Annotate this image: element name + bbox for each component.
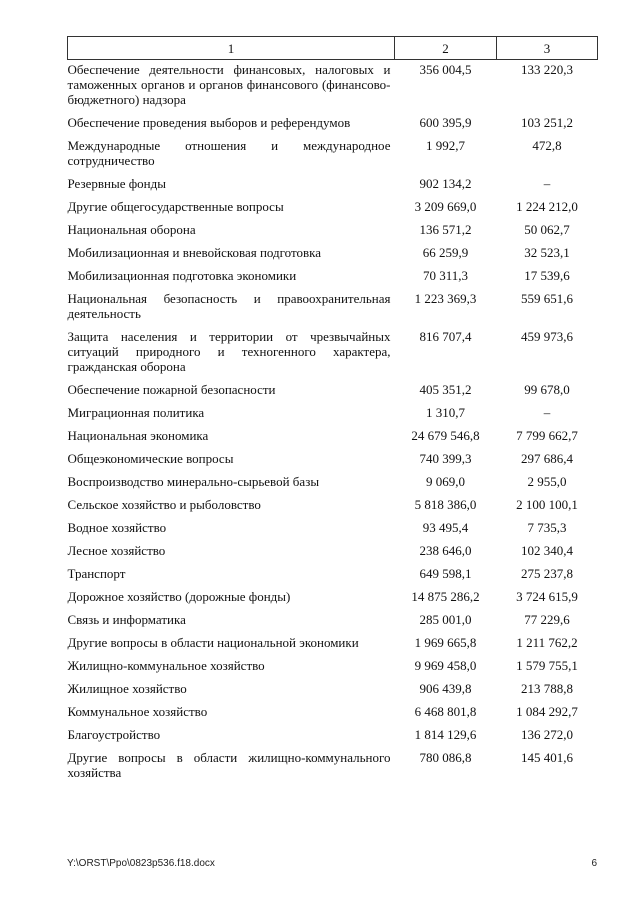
row-label: Резервные фонды	[67, 176, 166, 191]
row-value-col3: 459 973,6	[521, 329, 573, 344]
table-row	[68, 426, 598, 449]
row-value-col2: 902 134,2	[419, 176, 472, 191]
row-value-col3: –	[543, 405, 551, 420]
row-value-col2: 24 679 546,8	[411, 428, 480, 443]
row-label: Связь и информатика	[67, 612, 186, 627]
table-header-row	[68, 37, 598, 60]
row-value-col3: 275 237,8	[521, 566, 573, 581]
table-row	[68, 289, 598, 327]
row-value-col3: 2 955,0	[527, 474, 567, 489]
row-label: Миграционная политика	[67, 405, 205, 420]
row-label: Водное хозяйство	[67, 520, 167, 535]
row-label: Национальная оборона	[67, 222, 196, 237]
row-value-col3: 1 084 292,7	[516, 704, 578, 719]
row-value-col3: 1 224 212,0	[516, 199, 578, 214]
row-value-col2: 6 468 801,8	[414, 704, 477, 719]
table-row	[68, 403, 598, 426]
row-value-col2: 356 004,5	[419, 62, 472, 77]
row-value-col3: 77 229,6	[524, 612, 570, 627]
row-value-col3: 297 686,4	[521, 451, 573, 466]
row-value-col2: 1 814 129,6	[414, 727, 477, 742]
table-row	[68, 518, 598, 541]
table-row	[68, 197, 598, 220]
row-label: Лесное хозяйство	[67, 543, 166, 558]
row-value-col3: 559 651,6	[521, 291, 573, 306]
row-label: Мобилизационная подготовка экономики	[67, 268, 297, 283]
row-value-col3: –	[543, 176, 551, 191]
row-value-col2: 70 311,3	[422, 268, 469, 283]
row-label: Другие вопросы в области национальной экономики	[67, 635, 359, 650]
table-row	[68, 136, 598, 174]
table-row	[68, 60, 598, 114]
row-value-col2: 1 969 665,8	[414, 635, 477, 650]
row-value-col2: 816 707,4	[419, 329, 472, 344]
row-value-col2: 9 969 458,0	[414, 658, 477, 673]
column-header-1: 1	[68, 37, 395, 60]
table-row	[68, 174, 598, 197]
row-value-col2: 1 310,7	[426, 405, 465, 420]
table-row	[68, 266, 598, 289]
table-row	[68, 656, 598, 679]
row-value-col3: 7 799 662,7	[516, 428, 578, 443]
row-value-col2: 1 223 369,3	[414, 291, 477, 306]
row-value-col3: 3 724 615,9	[516, 589, 578, 604]
table-row	[68, 541, 598, 564]
table-row	[68, 495, 598, 518]
table-row	[68, 564, 598, 587]
table-row	[68, 472, 598, 495]
row-label: Другие вопросы в области жилищно-коммунального хозяйства	[67, 750, 391, 780]
row-value-col3: 103 251,2	[521, 115, 573, 130]
row-value-col3: 99 678,0	[524, 382, 570, 397]
row-value-col3: 1 211 762,2	[516, 635, 578, 650]
budget-table	[67, 36, 598, 786]
table-row	[68, 449, 598, 472]
row-label: Воспроизводство минерально-сырьевой базы	[67, 474, 320, 489]
table-row	[68, 587, 598, 610]
row-value-col2: 9 069,0	[426, 474, 465, 489]
row-value-col3: 50 062,7	[524, 222, 570, 237]
table-row	[68, 748, 598, 786]
table-row	[68, 380, 598, 403]
row-label: Национальная безопасность и правоохранительная деятельность	[67, 291, 391, 321]
row-label: Коммунальное хозяйство	[67, 704, 208, 719]
row-value-col2: 600 395,9	[419, 115, 472, 130]
row-value-col2: 906 439,8	[419, 681, 472, 696]
row-value-col2: 780 086,8	[419, 750, 472, 765]
row-value-col3: 102 340,4	[521, 543, 573, 558]
column-header-2: 2	[395, 37, 497, 60]
row-value-col3: 213 788,8	[521, 681, 573, 696]
row-label: Общеэкономические вопросы	[67, 451, 234, 466]
row-value-col3: 2 100 100,1	[516, 497, 578, 512]
table-row	[68, 610, 598, 633]
row-value-col2: 1 992,7	[426, 138, 465, 153]
row-value-col2: 136 571,2	[419, 222, 472, 237]
row-label: Обеспечение пожарной безопасности	[67, 382, 276, 397]
row-value-col3: 145 401,6	[521, 750, 573, 765]
row-value-col3: 7 735,3	[527, 520, 567, 535]
row-value-col3: 1 579 755,1	[516, 658, 578, 673]
row-value-col2: 93 495,4	[422, 520, 469, 535]
row-value-col2: 14 875 286,2	[411, 589, 480, 604]
row-value-col2: 238 646,0	[419, 543, 472, 558]
row-label: Национальная экономика	[67, 428, 209, 443]
row-value-col3: 32 523,1	[524, 245, 570, 260]
table-body	[68, 60, 598, 787]
column-header-3: 3	[497, 37, 598, 60]
row-value-col2: 740 399,3	[419, 451, 472, 466]
row-label: Жилищно-коммунальное хозяйство	[67, 658, 265, 673]
row-label: Жилищное хозяйство	[67, 681, 187, 696]
row-label: Защита населения и территории от чрезвычайных ситуаций природного и техногенного характера, гражданская оборона	[67, 329, 391, 374]
row-value-col3: 472,8	[532, 138, 562, 153]
row-value-col3: 133 220,3	[521, 62, 573, 77]
row-value-col3: 17 539,6	[524, 268, 570, 283]
row-value-col2: 649 598,1	[419, 566, 472, 581]
table-row	[68, 725, 598, 748]
row-label: Мобилизационная и вневойсковая подготовка	[67, 245, 322, 260]
row-label: Транспорт	[67, 566, 126, 581]
file-path: Y:\ORST\Ppo\0823p536.f18.docx	[67, 858, 215, 869]
row-label: Сельское хозяйство и рыболовство	[67, 497, 261, 512]
row-value-col3: 136 272,0	[521, 727, 573, 742]
row-value-col2: 66 259,9	[422, 245, 469, 260]
row-label: Дорожное хозяйство (дорожные фонды)	[67, 589, 291, 604]
table-row	[68, 679, 598, 702]
row-value-col2: 3 209 669,0	[414, 199, 477, 214]
row-value-col2: 285 001,0	[419, 612, 472, 627]
table-row	[68, 702, 598, 725]
table-row	[68, 327, 598, 380]
row-label: Другие общегосударственные вопросы	[67, 199, 284, 214]
row-label: Обеспечение деятельности финансовых, налоговых и таможенных органов и органов финансового (финансово-бюджетного) надзора	[67, 62, 391, 107]
row-label: Обеспечение проведения выборов и референдумов	[67, 115, 351, 130]
row-label: Благоустройство	[67, 727, 161, 742]
row-value-col2: 405 351,2	[419, 382, 472, 397]
table-row	[68, 220, 598, 243]
page-number: 6	[591, 858, 597, 869]
row-label: Международные отношения и международное сотрудничество	[67, 138, 391, 168]
row-value-col2: 5 818 386,0	[414, 497, 477, 512]
table-row	[68, 633, 598, 656]
table-row	[68, 243, 598, 266]
table-row	[68, 113, 598, 136]
